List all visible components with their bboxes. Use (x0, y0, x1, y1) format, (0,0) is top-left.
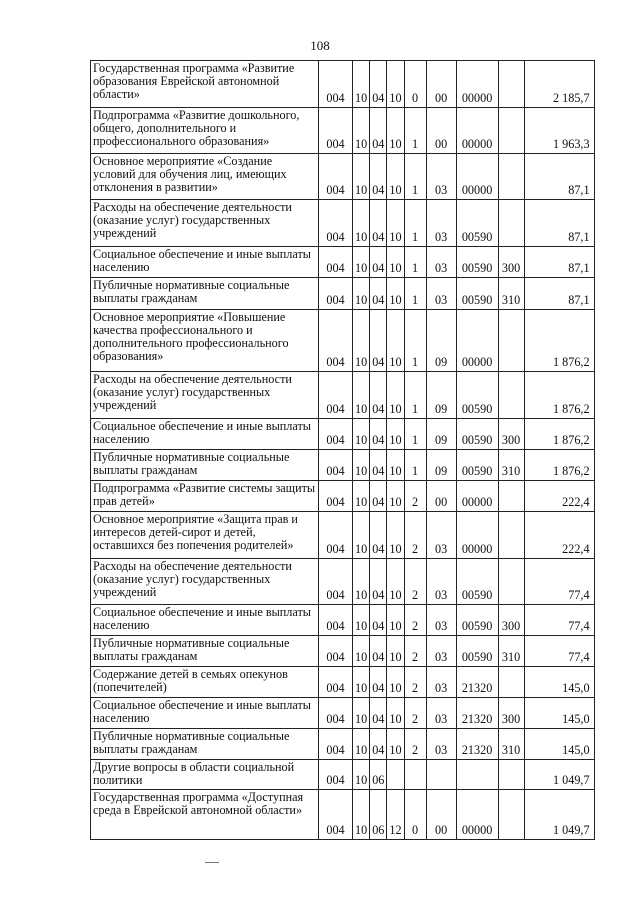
col-section: 10 (353, 481, 370, 512)
col-admin: 004 (319, 729, 353, 760)
col-section: 10 (353, 790, 370, 840)
col-expense-type (498, 372, 524, 419)
col-admin: 004 (319, 278, 353, 310)
row-amount: 1 876,2 (524, 310, 594, 372)
col-admin: 004 (319, 698, 353, 729)
col-event: 03 (426, 512, 456, 559)
col-event: 03 (426, 667, 456, 698)
col-event: 03 (426, 154, 456, 200)
col-section: 10 (353, 278, 370, 310)
row-amount: 1 049,7 (524, 760, 594, 790)
col-subsection: 04 (370, 559, 387, 605)
col-section: 10 (353, 419, 370, 450)
col-event: 09 (426, 372, 456, 419)
col-direction: 00590 (456, 450, 498, 481)
col-subsection: 04 (370, 108, 387, 154)
row-name: Расходы на обеспечение деятельности (оказание услуг) государственных учреждений (91, 372, 319, 419)
col-subprogram: 1 (404, 247, 426, 278)
col-program: 10 (387, 698, 404, 729)
col-direction: 00000 (456, 481, 498, 512)
table-row (91, 698, 595, 729)
col-admin: 004 (319, 247, 353, 278)
table-row (91, 667, 595, 698)
col-section: 10 (353, 512, 370, 559)
col-event: 03 (426, 698, 456, 729)
col-program: 10 (387, 372, 404, 419)
col-admin: 004 (319, 512, 353, 559)
col-event: 00 (426, 108, 456, 154)
col-expense-type (498, 154, 524, 200)
col-subsection: 04 (370, 512, 387, 559)
row-amount: 87,1 (524, 200, 594, 247)
row-amount: 145,0 (524, 667, 594, 698)
col-subprogram (404, 760, 426, 790)
row-amount: 222,4 (524, 481, 594, 512)
row-amount: 87,1 (524, 247, 594, 278)
col-expense-type (498, 61, 524, 108)
row-amount: 1 876,2 (524, 372, 594, 419)
col-subprogram: 2 (404, 729, 426, 760)
col-admin: 004 (319, 667, 353, 698)
table-row (91, 790, 595, 840)
row-name: Подпрограмма «Развитие системы защиты прав детей» (91, 481, 319, 512)
col-event: 00 (426, 790, 456, 840)
col-program: 10 (387, 605, 404, 636)
row-name: Публичные нормативные социальные выплаты гражданам (91, 636, 319, 667)
col-event: 03 (426, 605, 456, 636)
col-subprogram: 2 (404, 512, 426, 559)
col-admin: 004 (319, 559, 353, 605)
col-subsection: 06 (370, 760, 387, 790)
row-name: Публичные нормативные социальные выплаты гражданам (91, 729, 319, 760)
col-event (426, 760, 456, 790)
col-subprogram: 1 (404, 200, 426, 247)
table-row (91, 605, 595, 636)
col-expense-type (498, 559, 524, 605)
table-row (91, 372, 595, 419)
col-direction: 00000 (456, 61, 498, 108)
table-row (91, 61, 595, 108)
col-event: 00 (426, 61, 456, 108)
col-program: 10 (387, 636, 404, 667)
row-amount: 77,4 (524, 559, 594, 605)
table-row (91, 278, 595, 310)
col-section: 10 (353, 667, 370, 698)
row-name: Социальное обеспечение и иные выплаты населению (91, 419, 319, 450)
row-name: Другие вопросы в области социальной политики (91, 760, 319, 790)
col-subprogram: 1 (404, 278, 426, 310)
col-event: 09 (426, 419, 456, 450)
row-name: Публичные нормативные социальные выплаты гражданам (91, 278, 319, 310)
col-subsection: 04 (370, 154, 387, 200)
col-section: 10 (353, 154, 370, 200)
col-direction (456, 760, 498, 790)
row-amount: 1 876,2 (524, 419, 594, 450)
col-program (387, 760, 404, 790)
table-row (91, 200, 595, 247)
col-event: 09 (426, 310, 456, 372)
col-program: 10 (387, 512, 404, 559)
col-subprogram: 2 (404, 636, 426, 667)
table-row (91, 108, 595, 154)
table-row (91, 450, 595, 481)
col-expense-type: 300 (498, 419, 524, 450)
col-expense-type (498, 200, 524, 247)
col-subsection: 04 (370, 698, 387, 729)
col-direction: 00000 (456, 790, 498, 840)
col-event: 03 (426, 559, 456, 605)
col-program: 10 (387, 729, 404, 760)
col-direction: 00590 (456, 419, 498, 450)
col-admin: 004 (319, 605, 353, 636)
col-subsection: 04 (370, 481, 387, 512)
table-row (91, 154, 595, 200)
col-event: 03 (426, 247, 456, 278)
col-program: 10 (387, 667, 404, 698)
col-expense-type (498, 512, 524, 559)
col-program: 10 (387, 108, 404, 154)
col-admin: 004 (319, 636, 353, 667)
col-event: 03 (426, 729, 456, 760)
col-direction: 00000 (456, 310, 498, 372)
col-subsection: 04 (370, 247, 387, 278)
row-name: Расходы на обеспечение деятельности (оказание услуг) государственных учреждений (91, 200, 319, 247)
row-amount: 1 876,2 (524, 450, 594, 481)
col-subsection: 06 (370, 790, 387, 840)
col-admin: 004 (319, 481, 353, 512)
col-section: 10 (353, 729, 370, 760)
table-row (91, 310, 595, 372)
col-admin: 004 (319, 108, 353, 154)
row-amount: 2 185,7 (524, 61, 594, 108)
col-expense-type (498, 790, 524, 840)
row-name: Подпрограмма «Развитие дошкольного, общего, дополнительного и профессионального образования» (91, 108, 319, 154)
col-section: 10 (353, 372, 370, 419)
col-expense-type (498, 760, 524, 790)
col-subsection: 04 (370, 200, 387, 247)
table-body (91, 61, 595, 840)
col-direction: 00000 (456, 512, 498, 559)
col-program: 10 (387, 61, 404, 108)
col-section: 10 (353, 310, 370, 372)
col-direction: 00590 (456, 200, 498, 247)
col-section: 10 (353, 559, 370, 605)
col-section: 10 (353, 605, 370, 636)
col-subsection: 04 (370, 419, 387, 450)
col-program: 10 (387, 247, 404, 278)
col-section: 10 (353, 760, 370, 790)
row-name: Государственная программа «Развитие образования Еврейской автономной области» (91, 61, 319, 108)
table-row (91, 481, 595, 512)
col-admin: 004 (319, 154, 353, 200)
col-expense-type (498, 481, 524, 512)
col-direction: 00590 (456, 247, 498, 278)
row-name: Основное мероприятие «Повышение качества профессионального и дополнительного профессионального образования» (91, 310, 319, 372)
col-subsection: 04 (370, 310, 387, 372)
col-program: 10 (387, 559, 404, 605)
row-amount: 222,4 (524, 512, 594, 559)
col-direction: 00590 (456, 278, 498, 310)
row-name: Государственная программа «Доступная среда в Еврейской автономной области» (91, 790, 319, 840)
col-subprogram: 2 (404, 481, 426, 512)
col-subprogram: 1 (404, 154, 426, 200)
row-amount: 87,1 (524, 278, 594, 310)
table-row (91, 559, 595, 605)
col-subprogram: 1 (404, 108, 426, 154)
col-subsection: 04 (370, 605, 387, 636)
row-name: Содержание детей в семьях опекунов (попечителей) (91, 667, 319, 698)
col-subprogram: 0 (404, 790, 426, 840)
col-admin: 004 (319, 419, 353, 450)
col-admin: 004 (319, 372, 353, 419)
col-admin: 004 (319, 760, 353, 790)
col-program: 10 (387, 481, 404, 512)
col-program: 12 (387, 790, 404, 840)
col-section: 10 (353, 636, 370, 667)
col-subprogram: 2 (404, 559, 426, 605)
col-direction: 00590 (456, 636, 498, 667)
col-subsection: 04 (370, 450, 387, 481)
col-event: 09 (426, 450, 456, 481)
col-admin: 004 (319, 450, 353, 481)
table-row (91, 760, 595, 790)
table-row (91, 729, 595, 760)
col-admin: 004 (319, 310, 353, 372)
col-expense-type (498, 310, 524, 372)
col-admin: 004 (319, 200, 353, 247)
row-amount: 77,4 (524, 605, 594, 636)
col-direction: 21320 (456, 698, 498, 729)
col-expense-type (498, 667, 524, 698)
col-program: 10 (387, 154, 404, 200)
col-section: 10 (353, 61, 370, 108)
col-subprogram: 2 (404, 605, 426, 636)
col-subsection: 04 (370, 667, 387, 698)
col-admin: 004 (319, 790, 353, 840)
col-direction: 00000 (456, 154, 498, 200)
row-amount: 87,1 (524, 154, 594, 200)
table-row (91, 247, 595, 278)
table-row (91, 512, 595, 559)
col-subprogram: 2 (404, 698, 426, 729)
col-section: 10 (353, 247, 370, 278)
row-name: Основное мероприятие «Защита прав и интересов детей-сирот и детей, оставшихся без попечения родителей» (91, 512, 319, 559)
table-row (91, 419, 595, 450)
col-subprogram: 0 (404, 61, 426, 108)
row-name: Основное мероприятие «Создание условий для обучения лиц, имеющих отклонения в развитии» (91, 154, 319, 200)
col-program: 10 (387, 278, 404, 310)
col-event: 03 (426, 200, 456, 247)
row-amount: 77,4 (524, 636, 594, 667)
row-name: Социальное обеспечение и иные выплаты населению (91, 605, 319, 636)
col-subsection: 04 (370, 61, 387, 108)
row-amount: 1 963,3 (524, 108, 594, 154)
col-section: 10 (353, 108, 370, 154)
col-direction: 21320 (456, 729, 498, 760)
budget-table (90, 60, 595, 840)
row-name: Расходы на обеспечение деятельности (оказание услуг) государственных учреждений (91, 559, 319, 605)
row-name: Социальное обеспечение и иные выплаты населению (91, 698, 319, 729)
col-direction: 00000 (456, 108, 498, 154)
col-expense-type: 300 (498, 605, 524, 636)
row-amount: 145,0 (524, 698, 594, 729)
col-program: 10 (387, 419, 404, 450)
table-row (91, 636, 595, 667)
col-direction: 00590 (456, 605, 498, 636)
col-subsection: 04 (370, 729, 387, 760)
col-direction: 00590 (456, 372, 498, 419)
col-direction: 21320 (456, 667, 498, 698)
col-expense-type: 300 (498, 247, 524, 278)
row-amount: 1 049,7 (524, 790, 594, 840)
col-expense-type: 310 (498, 636, 524, 667)
col-direction: 00590 (456, 559, 498, 605)
col-section: 10 (353, 698, 370, 729)
col-subsection: 04 (370, 636, 387, 667)
page-number: 108 (310, 38, 330, 53)
col-expense-type: 310 (498, 729, 524, 760)
row-name: Публичные нормативные социальные выплаты гражданам (91, 450, 319, 481)
col-subprogram: 1 (404, 372, 426, 419)
col-program: 10 (387, 310, 404, 372)
footer-mark (205, 862, 219, 863)
col-subprogram: 1 (404, 310, 426, 372)
col-subprogram: 1 (404, 450, 426, 481)
col-expense-type (498, 108, 524, 154)
col-subprogram: 2 (404, 667, 426, 698)
col-expense-type: 310 (498, 278, 524, 310)
col-event: 03 (426, 278, 456, 310)
col-admin: 004 (319, 61, 353, 108)
col-program: 10 (387, 450, 404, 481)
col-event: 03 (426, 636, 456, 667)
col-expense-type: 310 (498, 450, 524, 481)
col-subprogram: 1 (404, 419, 426, 450)
col-section: 10 (353, 200, 370, 247)
col-program: 10 (387, 200, 404, 247)
col-expense-type: 300 (498, 698, 524, 729)
col-subsection: 04 (370, 278, 387, 310)
col-section: 10 (353, 450, 370, 481)
row-amount: 145,0 (524, 729, 594, 760)
col-subsection: 04 (370, 372, 387, 419)
row-name: Социальное обеспечение и иные выплаты населению (91, 247, 319, 278)
col-event: 00 (426, 481, 456, 512)
